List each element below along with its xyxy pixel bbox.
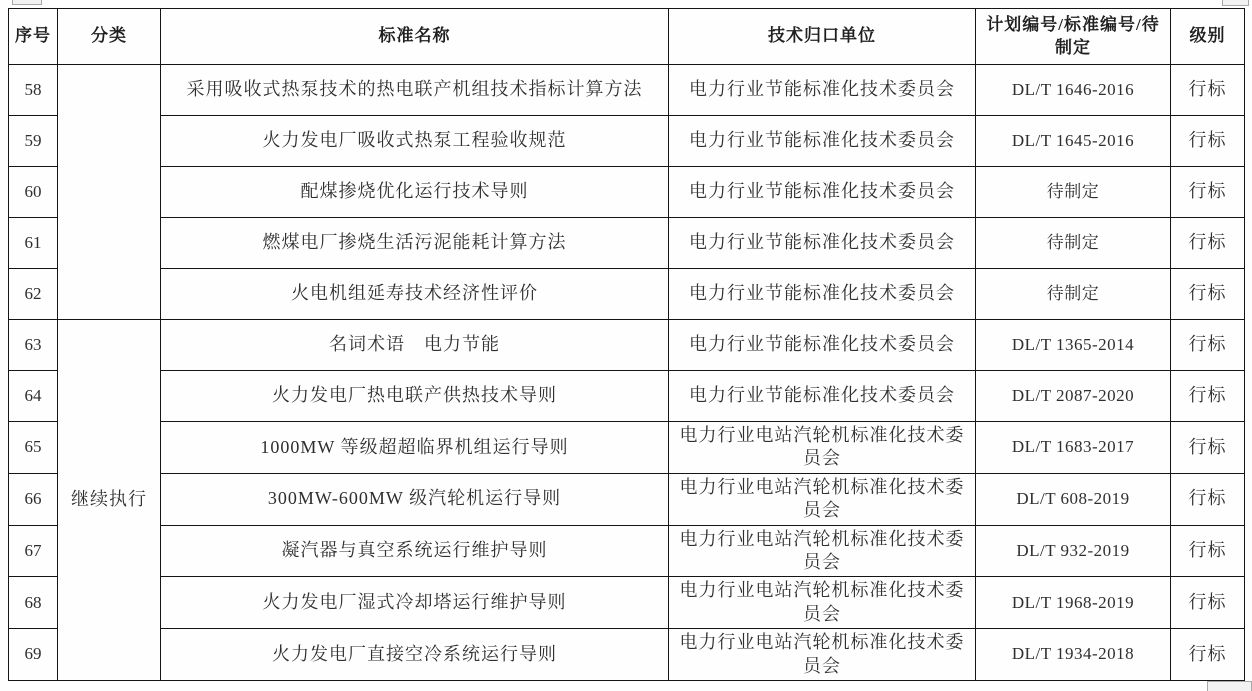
table-row <box>9 320 1245 371</box>
cell-index: 59 <box>9 116 58 167</box>
standards-table <box>8 8 1245 681</box>
cell-code: DL/T 1365-2014 <box>976 320 1171 371</box>
cell-index: 69 <box>9 629 58 681</box>
cell-code: DL/T 1645-2016 <box>976 116 1171 167</box>
cell-code: 待制定 <box>976 269 1171 320</box>
cell-unit: 电力行业电站汽轮机标准化技术委员会 <box>669 473 976 525</box>
cell-index: 61 <box>9 218 58 269</box>
table-row <box>9 525 1245 577</box>
table-row <box>9 116 1245 167</box>
header-standard-name: 标准名称 <box>161 9 669 65</box>
cell-unit: 电力行业节能标准化技术委员会 <box>669 65 976 116</box>
cell-unit: 电力行业电站汽轮机标准化技术委员会 <box>669 577 976 629</box>
cell-index: 64 <box>9 371 58 422</box>
cell-index: 63 <box>9 320 58 371</box>
cell-level: 行标 <box>1171 65 1245 116</box>
screenshot-fragment-top-right <box>1222 0 1249 6</box>
cell-standard-name: 火力发电厂热电联产供热技术导则 <box>161 371 669 422</box>
cell-level: 行标 <box>1171 167 1245 218</box>
cell-unit: 电力行业节能标准化技术委员会 <box>669 320 976 371</box>
cell-code: 待制定 <box>976 167 1171 218</box>
header-index: 序号 <box>9 9 58 65</box>
cell-standard-name: 300MW-600MW 级汽轮机运行导则 <box>161 473 669 525</box>
cell-level: 行标 <box>1171 525 1245 577</box>
table-header <box>9 9 1245 65</box>
cell-standard-name: 燃煤电厂掺烧生活污泥能耗计算方法 <box>161 218 669 269</box>
cell-index: 58 <box>9 65 58 116</box>
cell-unit: 电力行业电站汽轮机标准化技术委员会 <box>669 525 976 577</box>
table-body <box>9 65 1245 681</box>
screenshot-fragment-top-left <box>12 0 42 5</box>
cell-level: 行标 <box>1171 218 1245 269</box>
cell-code: DL/T 1646-2016 <box>976 65 1171 116</box>
cell-code: DL/T 2087-2020 <box>976 371 1171 422</box>
cell-standard-name: 火力发电厂湿式冷却塔运行维护导则 <box>161 577 669 629</box>
cell-unit: 电力行业节能标准化技术委员会 <box>669 116 976 167</box>
cell-level: 行标 <box>1171 116 1245 167</box>
header-category: 分类 <box>58 9 161 65</box>
cell-unit: 电力行业电站汽轮机标准化技术委员会 <box>669 629 976 681</box>
table-row <box>9 473 1245 525</box>
screenshot-fragment-bottom-right <box>1207 681 1252 691</box>
cell-level: 行标 <box>1171 320 1245 371</box>
cell-index: 62 <box>9 269 58 320</box>
cell-index: 68 <box>9 577 58 629</box>
cell-category: 继续执行 <box>58 320 161 681</box>
cell-unit: 电力行业节能标准化技术委员会 <box>669 167 976 218</box>
cell-code: DL/T 932-2019 <box>976 525 1171 577</box>
cell-code: DL/T 608-2019 <box>976 473 1171 525</box>
cell-standard-name: 配煤掺烧优化运行技术导则 <box>161 167 669 218</box>
table-row <box>9 629 1245 681</box>
cell-level: 行标 <box>1171 371 1245 422</box>
cell-index: 67 <box>9 525 58 577</box>
cell-standard-name: 火力发电厂直接空冷系统运行导则 <box>161 629 669 681</box>
cell-code: DL/T 1683-2017 <box>976 422 1171 474</box>
cell-standard-name: 火电机组延寿技术经济性评价 <box>161 269 669 320</box>
cell-unit: 电力行业节能标准化技术委员会 <box>669 218 976 269</box>
table-row <box>9 218 1245 269</box>
cell-level: 行标 <box>1171 473 1245 525</box>
cell-code: 待制定 <box>976 218 1171 269</box>
table-row <box>9 577 1245 629</box>
cell-code: DL/T 1934-2018 <box>976 629 1171 681</box>
table-row <box>9 167 1245 218</box>
cell-unit: 电力行业节能标准化技术委员会 <box>669 269 976 320</box>
table-row <box>9 371 1245 422</box>
cell-category <box>58 65 161 320</box>
cell-code: DL/T 1968-2019 <box>976 577 1171 629</box>
cell-standard-name: 名词术语 电力节能 <box>161 320 669 371</box>
cell-level: 行标 <box>1171 422 1245 474</box>
cell-index: 65 <box>9 422 58 474</box>
header-level: 级别 <box>1171 9 1245 65</box>
cell-unit: 电力行业电站汽轮机标准化技术委员会 <box>669 422 976 474</box>
cell-standard-name: 1000MW 等级超超临界机组运行导则 <box>161 422 669 474</box>
header-unit: 技术归口单位 <box>669 9 976 65</box>
cell-level: 行标 <box>1171 629 1245 681</box>
cell-level: 行标 <box>1171 269 1245 320</box>
header-row <box>9 9 1245 65</box>
cell-standard-name: 火力发电厂吸收式热泵工程验收规范 <box>161 116 669 167</box>
table-row <box>9 422 1245 474</box>
table-row <box>9 269 1245 320</box>
cell-index: 60 <box>9 167 58 218</box>
header-code: 计划编号/标准编号/待制定 <box>976 9 1171 65</box>
table-row <box>9 65 1245 116</box>
cell-standard-name: 采用吸收式热泵技术的热电联产机组技术指标计算方法 <box>161 65 669 116</box>
cell-level: 行标 <box>1171 577 1245 629</box>
cell-index: 66 <box>9 473 58 525</box>
cell-unit: 电力行业节能标准化技术委员会 <box>669 371 976 422</box>
cell-standard-name: 凝汽器与真空系统运行维护导则 <box>161 525 669 577</box>
